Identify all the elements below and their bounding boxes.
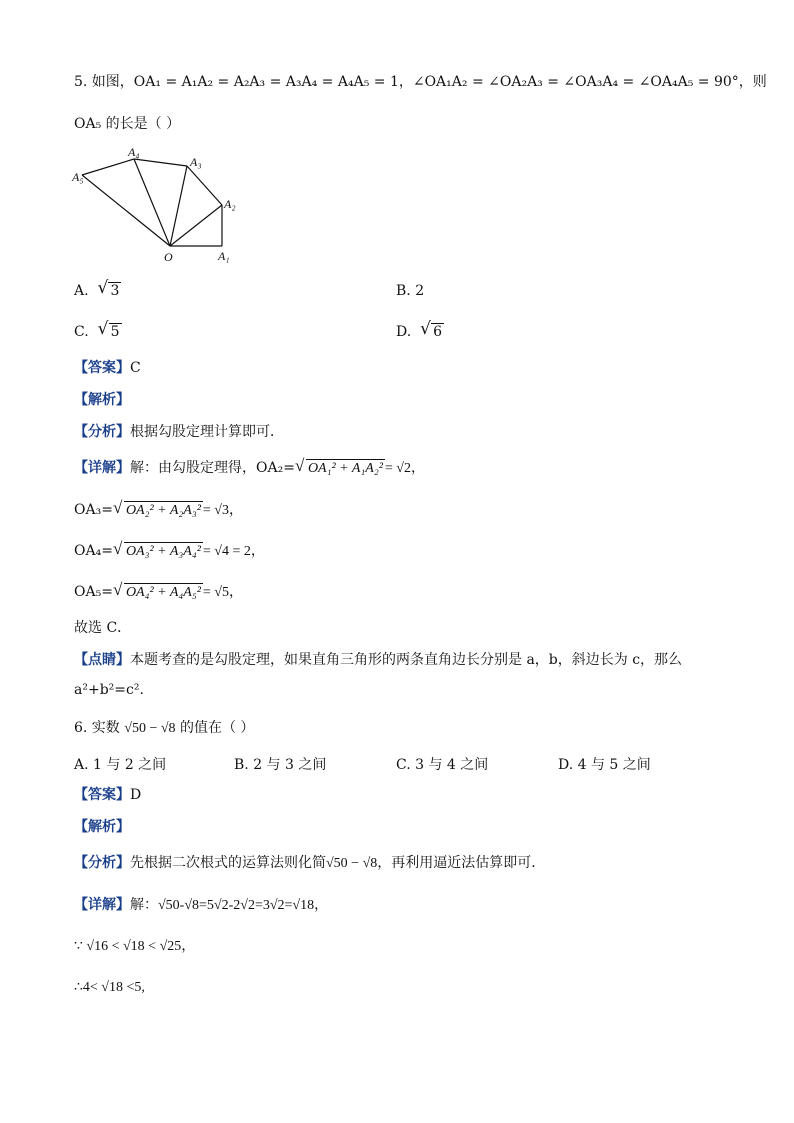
q5-fenxi <box>74 422 284 442</box>
q6-because <box>74 936 195 957</box>
q6-analysis <box>74 817 130 837</box>
eq3-radical: √ OA₂² + A₂A₃² <box>112 498 201 518</box>
q6-because-text: ∵ √16 < √18 < √25， <box>74 939 196 954</box>
q5-answer <box>74 358 141 378</box>
q5-stem-line2 <box>74 114 180 134</box>
q6-fenxi-post: ，再利用逼近法估算即可． <box>377 855 546 871</box>
q6-xiangjie-tag: 【详解】 <box>74 897 130 913</box>
option-a-label: A. <box>74 283 89 299</box>
q6-stem-suffix: 的值在（ ） <box>179 720 255 736</box>
q6-option-c <box>396 755 488 775</box>
q6-answer-tag: 【答案】 <box>74 787 130 803</box>
label-a3: A₃ <box>190 155 202 169</box>
q6-fenxi-tag: 【分析】 <box>74 855 130 871</box>
q5-dianjing <box>74 650 682 670</box>
option-c-label: C. <box>74 324 89 340</box>
q5-stem-text-2: OA₅ 的长是（ ） <box>74 116 181 132</box>
segment-a2-a3 <box>187 166 222 205</box>
eq2-radical: √ OA₁² + A₁A₂² <box>294 456 383 476</box>
choose-text: 故选 C． <box>74 620 132 636</box>
eq3-lhs: OA₃= <box>74 502 113 518</box>
xiangjie-tag: 【详解】 <box>74 460 130 476</box>
q6-answer <box>74 785 141 805</box>
segment-o-a5 <box>82 175 170 246</box>
q6-analysis-tag: 【解析】 <box>74 819 130 835</box>
q5-eq5 <box>74 582 243 603</box>
q6-xiangjie <box>74 895 328 916</box>
q5-figure <box>66 144 256 266</box>
eq2-result: = √2， <box>384 461 425 476</box>
q6-option-b <box>234 755 326 775</box>
analysis-tag: 【解析】 <box>74 392 130 408</box>
fenxi-text: 根据勾股定理计算即可． <box>130 424 284 440</box>
q6-therefore-text: ∴4< √18 <5, <box>74 980 145 995</box>
q6-stem <box>74 718 254 739</box>
label-a5: A₅ <box>72 170 84 184</box>
eq3-result: = √3， <box>202 503 243 518</box>
dianjing-text: 本题考查的是勾股定理，如果直角三角形的两条直角边长分别是 a，b，斜边长为 c，那么 <box>130 652 683 668</box>
option-b-label: B. 2 <box>396 283 425 299</box>
q6-option-d-text: D. 4 与 5 之间 <box>558 757 651 773</box>
option-d-value: √ 6 <box>420 319 443 340</box>
eq5-radical: √ OA₄² + A₄A₅² <box>112 580 201 600</box>
q5-stem-line1 <box>74 72 767 92</box>
eq5-lhs: OA₅= <box>74 584 113 600</box>
q6-therefore <box>74 977 145 998</box>
label-a2: A₂ <box>224 197 236 211</box>
q6-stem-prefix: 6. 实数 <box>74 720 120 736</box>
q5-option-c <box>74 319 122 342</box>
segment-a3-a4 <box>134 159 187 166</box>
q6-stem-expr: √50 − √8 <box>124 721 176 736</box>
dianjing-tag: 【点睛】 <box>74 652 130 668</box>
label-a1: A₁ <box>218 249 230 263</box>
q5-eq4 <box>74 541 265 562</box>
fenxi-tag: 【分析】 <box>74 424 130 440</box>
q5-dianjing-2 <box>74 680 144 700</box>
q5-option-d <box>396 319 444 342</box>
q6-option-b-text: B. 2 与 3 之间 <box>234 757 327 773</box>
q5-analysis <box>74 390 130 410</box>
q6-fenxi <box>74 853 545 874</box>
q6-option-a <box>74 755 166 775</box>
answer-value: C <box>130 360 141 376</box>
q5-xiangjie <box>74 458 425 479</box>
q6-option-a-text: A. 1 与 2 之间 <box>74 757 167 773</box>
xiangjie-intro: 解：由勾股定理得，OA₂= <box>130 460 295 476</box>
dianjing-formula: a²+b²=c². <box>74 682 144 698</box>
q6-fenxi-pre: 先根据二次根式的运算法则化简 <box>130 855 326 871</box>
eq5-result: = √5， <box>202 585 243 600</box>
eq4-radical: √ OA₃² + A₃A₄² <box>112 539 201 559</box>
label-o: O <box>164 250 173 264</box>
segment-o-a4 <box>134 159 170 246</box>
q5-stem-text: 5. 如图，OA₁ = A₁A₂ = A₂A₃ = A₃A₄ = A₄A₅ = 1，∠OA₁A₂ = ∠OA₂A₃ = ∠OA₃A₄ = ∠OA₄A₅ = 90°，则 <box>74 74 767 90</box>
q6-option-c-text: C. 3 与 4 之间 <box>396 757 489 773</box>
q5-option-a <box>74 278 121 301</box>
eq4-lhs: OA₄= <box>74 543 113 559</box>
q6-answer-value: D <box>130 787 142 803</box>
option-d-label: D. <box>396 324 412 340</box>
segment-a4-a5 <box>82 159 134 175</box>
q5-option-b <box>396 281 424 301</box>
q6-option-d <box>558 755 651 775</box>
option-a-value: √ 3 <box>97 278 120 299</box>
label-a4: A₄ <box>128 145 140 159</box>
q6-fenxi-expr: √50 − √8 <box>326 856 378 871</box>
q6-xiangjie-text: 解：√50-√8=5√2-2√2=3√2=√18， <box>130 898 329 913</box>
eq4-result: = √4 = 2， <box>202 544 265 559</box>
q5-choose <box>74 618 131 638</box>
answer-tag: 【答案】 <box>74 360 130 376</box>
q5-eq3 <box>74 500 243 521</box>
option-c-value: √ 5 <box>97 319 120 340</box>
